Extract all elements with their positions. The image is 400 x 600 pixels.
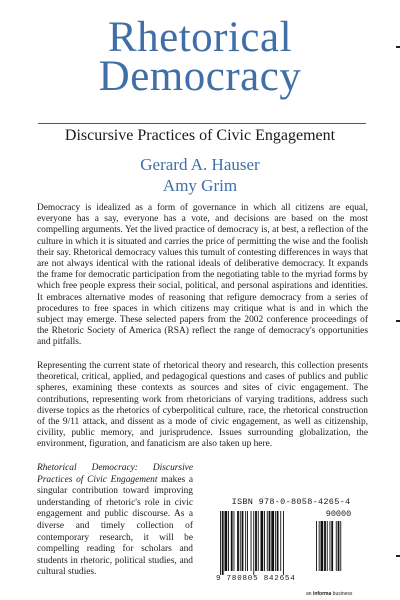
book-title-line2: Democracy — [98, 53, 302, 100]
author-2: Amy Grim — [162, 176, 238, 195]
barcode-bar — [231, 511, 233, 571]
barcode-bar — [271, 511, 274, 571]
price-bar — [330, 521, 331, 571]
price-bar — [321, 521, 324, 571]
publisher-tagline: an informa business — [306, 591, 353, 597]
barcode-bar — [234, 511, 235, 571]
author-1: Gerard A. Hauser — [140, 155, 260, 174]
book-subtitle: Discursive Practices of Civic Engagement — [64, 127, 336, 144]
price-bar — [338, 521, 340, 571]
barcode-bar — [240, 511, 241, 571]
price-bar — [324, 521, 326, 571]
barcode-bar — [255, 511, 257, 571]
barcode-bar — [264, 511, 265, 571]
barcode-bar — [237, 511, 239, 571]
barcode-bar — [283, 511, 284, 575]
barcode-bar — [275, 511, 276, 571]
barcode-bar — [228, 511, 229, 571]
price-bar — [331, 521, 333, 571]
price-bar — [316, 521, 317, 571]
barcode-bar — [280, 511, 281, 571]
barcode-bar — [245, 511, 246, 571]
barcode-bar — [220, 511, 221, 575]
barcode-bar — [247, 511, 248, 571]
description-paragraph-3 — [37, 463, 193, 579]
paragraph-3-text: makes a singular contribution toward improving understanding of rhetoric's role in civic engagement and public discourse. As a diverse and timely collection of contemporary research, it will be compelling reading for scholars and students in rhetoric, political studies, and cultural studies. — [37, 474, 193, 578]
barcode-bar — [251, 511, 252, 571]
book-title-italic: Rhetorical Democracy: Discursive Practices of Civic Engagement — [37, 463, 193, 485]
barcode-bar — [269, 511, 271, 571]
barcode-bar — [225, 511, 228, 571]
barcode-bar — [258, 511, 259, 571]
description-paragraph-2: Representing the current state of rhetorical theory and research, this collection presents theoretical, critical, applied, and pedagogical questions and cases of publics and public spheres, examining these contexts as sources and sites of civic engagement. The contributions, representing work from rhetoricians of varying traditions, address such diverse topics as the rhetorics of cyberpolitical culture, race, the rhetorical construction of the 9/11 attack, and dissent as a mode of civic engagement, as well as citizenship, civility, public memory, and jurisprudence. Issues surrounding globalization, the environment, figuration, and fanaticism are also taken up here. — [37, 361, 368, 450]
barcode-digits: 9 780805 842654 — [216, 575, 296, 583]
barcode-bar — [253, 511, 254, 575]
barcode-bar — [222, 511, 224, 575]
barcode-bar — [242, 511, 244, 571]
price-bar — [340, 521, 341, 571]
barcode-bar — [267, 511, 268, 571]
price-bar — [327, 521, 328, 571]
title-divider — [38, 123, 366, 124]
price-code: 90000 — [325, 509, 352, 519]
book-title-line1: Rhetorical — [107, 14, 293, 61]
description-paragraph-1: Democracy is idealized as a form of governance in which all citizens are equal, everyone has a say, everyone has a vote, and decisions are based on the most compelling arguments. Yet the lived practice of democracy is, at best, a reflection of the culture in which it is situated and carries the price of permitting the wise and the foolish their say. Rhetorical democracy values this tumult of contesting differences in ways that are not always identical with the rational ideals of deliberative democracy. It expands the frame for democratic participation from the negotiating table to the myriad forms by which free people express their social, political, and personal aspirations and identities. It embraces alternative modes of reasoning that refigure democracy from a series of procedures to free spaces in which citizens may critique what is and in which the subject may emerge. These selected papers from the 2002 conference proceedings of the Rhetoric Society of America (RSA) reflect the range of democracy's opportunities and pitfalls. — [37, 203, 368, 348]
edge-marks — [394, 0, 400, 600]
publisher-name: informa — [312, 591, 332, 597]
price-bar — [336, 521, 337, 571]
isbn-label: ISBN 978-0-8058-4265-4 — [231, 497, 351, 507]
barcode-bars — [216, 497, 366, 577]
barcode-bar — [277, 511, 279, 571]
barcode-bar — [261, 511, 264, 571]
isbn-barcode — [216, 497, 366, 589]
price-bar — [319, 521, 320, 571]
